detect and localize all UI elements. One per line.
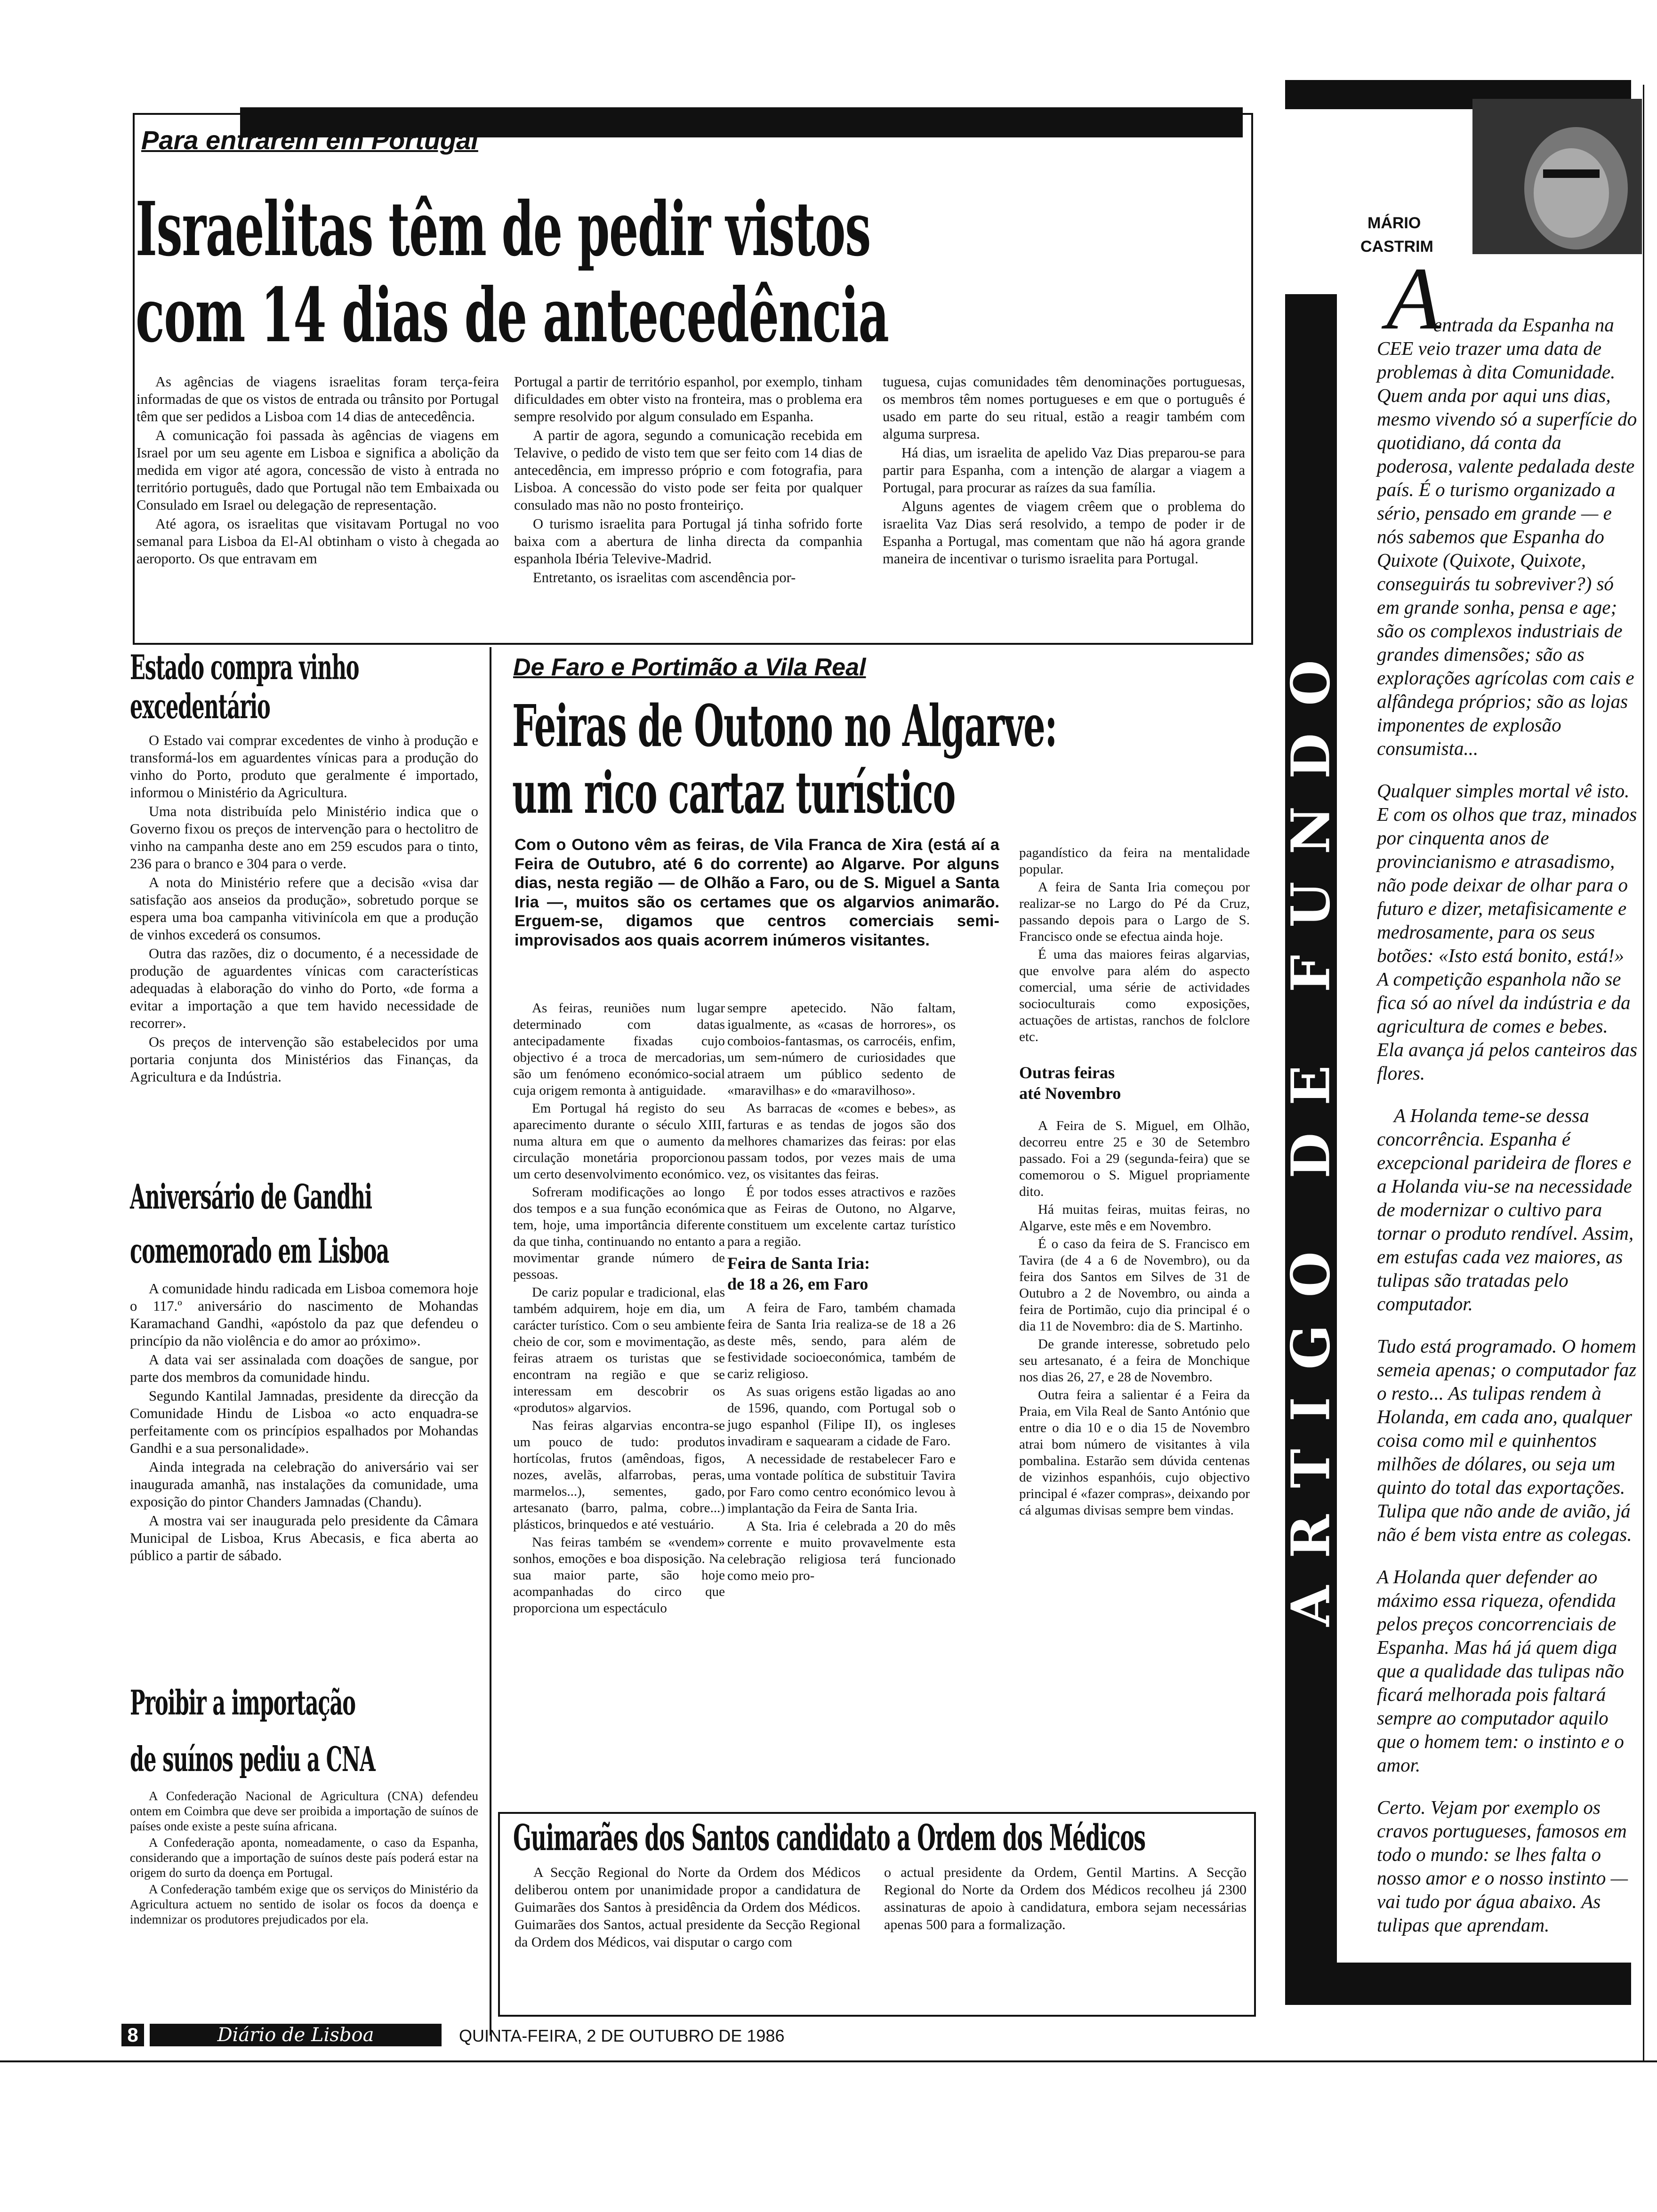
vinho-title-line1: Estado compra vinho	[130, 647, 359, 687]
footer-rule	[0, 2060, 1657, 2062]
feiras-lead: Com o Outono vêm as feiras, de Vila Franca de Xira (está aí a Feira de Outubro, até 6 do corrente) ao Algarve. Por alguns dias, nesta região — de Olhão a Faro, ou de S. Miguel a Santa Iria —, muitos são os certames que os algarvios animarão. Erguem-se, digamos que centros comerciais semi-improvisados aos quais acorrem inúmeros visitantes.	[515, 836, 999, 949]
feiras-headline-line2: um rico cartaz turístico	[512, 759, 956, 826]
column-rule	[490, 647, 491, 2036]
feiras-headline-line1: Feiras de Outono no Algarve:	[512, 692, 1057, 760]
main-headline-line1: Israelitas têm de pedir vistos	[136, 186, 871, 273]
gandhi-title-line2: comemorado em Lisboa	[130, 1231, 389, 1271]
section-label-vertical: ARTIGO DE FUNDO	[1280, 633, 1342, 1627]
guimaraes-col1: A Secção Regional do Norte da Ordem dos Médicos deliberou ontem por unanimidade propor a candidatura de Guimarães dos Santos à presidência da Ordem dos Médicos. Guimarães dos Santos, actual presidente da Secção Regional da Ordem dos Médicos, vai disputar o cargo com	[515, 1865, 861, 1950]
gandhi-body: A comunidade hindu radicada em Lisboa comemora hoje o 117.º aniversário do nascimento de Mohandas Karamachand Gandhi, «apóstolo da paz que defendeu o princípio da não violência e do amor ao próximo». A data vai ser assinalada com doações de sangue, por parte dos membros da comunidade hindu. Segundo Kantilal Jamnadas, presidente da direcção da Comunidade Hindu de Lisboa «o acto enquadra-se perfeitamente com os princípios espalhados por Mohandas Gandhi e a sua personalidade». Ainda integrada na celebração do aniversário vai ser inaugurada amanhã, nas instalações da comunidade, uma exposição do pintor Chanders Jamnadas (Chandu). A mostra vai ser inaugurada pelo presidente da Câmara Municipal de Lisboa, Krus Abecasis, e fica aberta ao público a partir de sábado.	[130, 1281, 478, 1563]
main-kicker: Para entrarem em Portugal	[141, 125, 478, 155]
feiras-kicker: De Faro e Portimão a Vila Real	[513, 654, 866, 681]
gandhi-title-line1: Aniversário de Gandhi	[130, 1177, 372, 1217]
feiras-col2: sempre apetecido. Não faltam, igualmente, as «casas de horrores», os comboios-fantasmas, os carrocéis, enfim, um sem-número de curiosidades que atraem um público sedento de «maravilhas» e do «maravilhoso». As barracas de «comes e bebes», as farturas e as tendas de jogos são dos melhores chamarizes das feiras: por elas passam todos, por vezes mais de uma vez, os visitantes das feiras. É por todos esses atractivos e razões que as Feiras de Outono, no Algarve, constituem um excelente cartaz turístico para a região. Feira de Santa Iria: de 18 a 26, em Faro A feira de Faro, também chamada feira de Santa Iria realiza-se de 18 a 26 deste mês, sendo, para além de festividade socioeconómica, também de cariz religioso. As suas origens estão ligadas ao ano de 1596, quando, com Portugal sob o jugo espanhol (Filipe II), os ingleses invadiram e saquearam a cidade de Faro. A necessidade de restabelecer Faro e uma vontade política de substituir Tavira por Faro como centro económico levou à implantação da Feira de Santa Iria. A Sta. Iria é celebrada a 20 do mês corrente e muito provavelmente esta celebração religiosa terá funcionado como meio pro-	[727, 1001, 956, 1583]
vinho-body: O Estado vai comprar excedentes de vinho à produção e transformá-los em aguardentes vínicas para a produção do vinho do Porto, produto que geralmente é importado, informou o Ministério da Agricultura. Uma nota distribuída pelo Ministério indica que o Governo fixou os preços de intervenção para o hectolitro de vinho na campanha deste ano em 259 escudos para o tinto, 236 para o branco e 304 para o verde. A nota do Ministério refere que a decisão «visa dar satisfação aos anseios da produção», sobretudo porque se espera uma boa campanha vitivinícola em que a produção de vinhos excederá os consumos. Outra das razões, diz o documento, é a necessidade de produção de aguardentes vínicas com características adequadas à elaboração do vinho do Porto, «de forma a evitar a importação a que tem havido necessidade de recorrer». Os preços de intervenção são estabelecidos por uma portaria conjunta dos Ministérios das Finanças, da Agricultura e da Indústria.	[130, 732, 478, 1085]
main-headline-line2: com 14 dias de antecedência	[136, 272, 889, 359]
feiras-col3: pagandístico da feira na mentalidade popular. A feira de Santa Iria começou por realizar-se no Largo do Pé da Cruz, passando depois para o Largo de S. Francisco onde se efectua ainda hoje. É uma das maiores feiras algarvias, que envolve para além do aspecto comercial, uma série de actividades socioculturais como exposições, actuações de artistas, ranchos de folclore etc. Outras feiras até Novembro A Feira de S. Miguel, em Olhão, decorreu entre 25 e 30 de Setembro passado. Foi a 29 (segunda-feira) que se comemorou o S. Miguel propriamente dito. Há muitas feiras, muitas feiras, no Algarve, este mês e em Novembro. É o caso da feira de S. Francisco em Tavira (de 4 a 6 de Novembro), ou da feira dos Santos em Silves de 31 de Outubro a 2 de Novembro, ou ainda a feira de Portimão, cujo dia principal é o dia 11 de Novembro: dia de S. Martinho. De grande interesse, sobretudo pelo seu artesanato, é a feira de Monchique nos dias 26, 27, e 28 de Novembro. Outra feira a salientar é a Feira da Praia, em Vila Real de Santo António que entre o dia 10 e o dia 15 de Novembro atrai bom número de visitantes à vila pombalina. Estarão sem dúvida centenas de vizinhos espanhóis, cujo objectivo principal é «fazer compras», deixando por cá algumas divisas sempre bem vindas.	[1019, 845, 1250, 1518]
main-article-col3: tuguesa, cujas comunidades têm denominações portuguesas, os membros têm nomes portugueses e em que o português é usado em parte do seu ritual, estão a reagir também com alguma surpresa. Há dias, um israelita de apelido Vaz Dias preparou-se para partir para Espanha, com a intenção de alargar a viagem a Portugal, para procurar as raízes da sua família. Alguns agentes de viagem crêem que o problema do israelita Vaz Dias será resolvido, a tempo de poder ir de Espanha a Portugal, mas comentam que não há agora grande maneira de incentivar o turismo israelita para Portugal.	[883, 374, 1245, 567]
outras-subhead-line1: Outras feiras	[1019, 1063, 1115, 1082]
santa-iria-subhead-line1: Feira de Santa Iria:	[727, 1254, 870, 1273]
main-article-col1: As agências de viagens israelitas foram terça-feira informadas de que os vistos de entrada ou trânsito por Portugal têm que ser pedidos a Lisboa com 14 dias de antecedência. A comunicação foi passada às agências de viagens em Israel por um seu agente em Lisboa e significa a abolição da medida em vigor até agora, concessão de visto à entrada no território português, dado que Portugal não tem Embaixada ou Consulado em Israel ou delegação de representação. Até agora, os israelitas que visitavam Portugal no voo semanal para Lisboa da El-Al obtinham o visto à chegada ao aeroporto. Os que entravam em	[137, 374, 499, 567]
outras-subhead-line2: até Novembro	[1019, 1084, 1121, 1103]
footer-page-number: 8	[121, 2024, 144, 2046]
right-page-rule	[1643, 85, 1644, 2061]
suinos-body: A Confederação Nacional de Agricultura (CNA) defendeu ontem em Coimbra que deve ser proibida a importação de suínos de países onde existe a peste suína africana. A Confederação aponta, nomeadamente, o caso da Espanha, considerando que a importação de suínos deste país poderá estar na origem do surto da doença em Portugal. A Confederação também exige que os serviços do Ministério da Agricultura actuem no sentido de isolar os focos da doença e indemnizar os produtores prejudicados por ela.	[130, 1789, 478, 1926]
santa-iria-subhead-line2: de 18 a 26, em Faro	[727, 1274, 869, 1293]
guimaraes-title: Guimarães dos Santos candidato a Ordem dos Médicos	[513, 1817, 1145, 1859]
vinho-title-line2: excedentário	[130, 686, 270, 726]
column-dropcap: A	[1386, 249, 1441, 348]
author-photo	[1472, 99, 1642, 254]
suinos-title-line1: Proibir a importação	[130, 1683, 355, 1723]
author-name-line2: CASTRIM	[1360, 238, 1433, 256]
feiras-col1: As feiras, reuniões num lugar determinado com datas antecipadamente fixadas cujo objectivo é a troca de mercadorias, são um fenómeno económico-social cuja origem remonta à antiguidade. Em Portugal há registo do seu aparecimento durante o século XIII, numa altura em que o aumento da circulação monetária proporcionou um certo desenvolvimento económico. Sofreram modificações ao longo dos tempos e a sua função económica tem, hoje, uma importância diferente da que tinha, continuando no entanto a movimentar grande número de pessoas. De cariz popular e tradicional, elas também adquirem, hoje em dia, um carácter turístico. Com o seu ambiente cheio de cor, som e movimentação, as feiras atraem os turistas que se encontram na região e que se interessam em descobrir os «produtos» algarvios. Nas feiras algarvias encontra-se um pouco de tudo: produtos hortícolas, frutos (amêndoas, figos, nozes, avelãs, alfarrobas, peras, marmelos...), sementes, gado, artesanato (barro, palma, cobre...) plásticos, brinquedos e até vestuário. Nas feiras também se «vendem» sonhos, emoções e boa disposição. Na sua maior parte, são hoje acompanhadas do circo que proporciona um espectáculo	[513, 1001, 725, 1616]
footer-masthead: Diário de Lisboa	[150, 2024, 442, 2046]
column-body: entrada da Espanha na CEE veio trazer uma data de problemas à dita Comunidade. Quem anda por aqui uns dias, mesmo vivendo só a superfície do quotidiano, dá conta da poderosa, valente pedalada deste país. É o turismo organizado a sério, pensado em grande — e nós sabemos que Espanha do Quixote (Quixote, Quixote, conseguirás tu sobreviver?) só em grande sonha, pensa e age; são os complexos industriais de grandes dimensões; são as explorações agrícolas com cais e alfândega próprios; são as lojas imponentes de explosão consumista... Qualquer simples mortal vê isto. E com os olhos que traz, minados por cinquenta anos de provincianismo e atrasadismo, não pode deixar de olhar para o futuro e dizer, metafisicamente e medrosamente, para os seus botões: «Isto está bonito, está!» A competição espanhola não se fica só ao nível da indústria e da agricultura de comes e bebes. Ela avança já pelos canteiros das flores. A Holanda teme-se dessa concorrência. Espanha é excepcional parideira de flores e a Holanda viu-se na necessidade de modernizar o cultivo para tornar o produto rendível. Assim, em estufas cada vez maiores, as tulipas são tratadas pelo computador. Tudo está programado. O homem semeia apenas; o computador faz o resto... As tulipas rendem à Holanda, em cada ano, qualquer coisa como mil e quinhentos milhões de dólares, ou seja um quinto do total das exportações. Tulipa que não ande de avião, já não é bem vista entre as colegas. A Holanda quer defender ao máximo essa riqueza, ofendida pelos preços concorrenciais de Espanha. Mas há já quem diga que a qualidade das tulipas não ficará melhorada pois faltará sempre ao computador aquilo que o homem tem: o instinto e o amor. Certo. Vejam por exemplo os cravos portugueses, famosos em todo o mundo: se lhes falta o nosso amor e o nosso instinto — vai tudo por água abaixo. As tulipas que aprendam.	[1377, 314, 1638, 1936]
author-name-line1: MÁRIO	[1367, 214, 1421, 232]
main-article-col2: Portugal a partir de território espanhol, por exemplo, tinham dificuldades em obter visto na fronteira, mas o problema era sempre resolvido por algum consulado em Espanha. A partir de agora, segundo a comunicação recebida em Telavive, o pedido de visto tem que ser feito com 14 dias de antecedência, em impresso próprio e com fotografia, para Lisboa. A concessão do visto pode ser feita por qualquer consulado mas não no posto fronteiriço. O turismo israelita para Portugal já tinha sofrido forte baixa com a abertura de linha directa da companhia espanhola Ibéria Televive-Madrid. Entretanto, os israelitas com ascendência por-	[514, 374, 862, 585]
footer-date: QUINTA-FEIRA, 2 DE OUTUBRO DE 1986	[459, 2026, 785, 2045]
guimaraes-col2: o actual presidente da Ordem, Gentil Martins. A Secção Regional do Norte da Ordem dos Médicos recolheu já 2300 assinaturas de apoio à candidatura, embora sejam necessárias apenas 500 para a formalização.	[884, 1865, 1247, 1932]
suinos-title-line2: de suínos pediu a CNA	[130, 1739, 375, 1779]
